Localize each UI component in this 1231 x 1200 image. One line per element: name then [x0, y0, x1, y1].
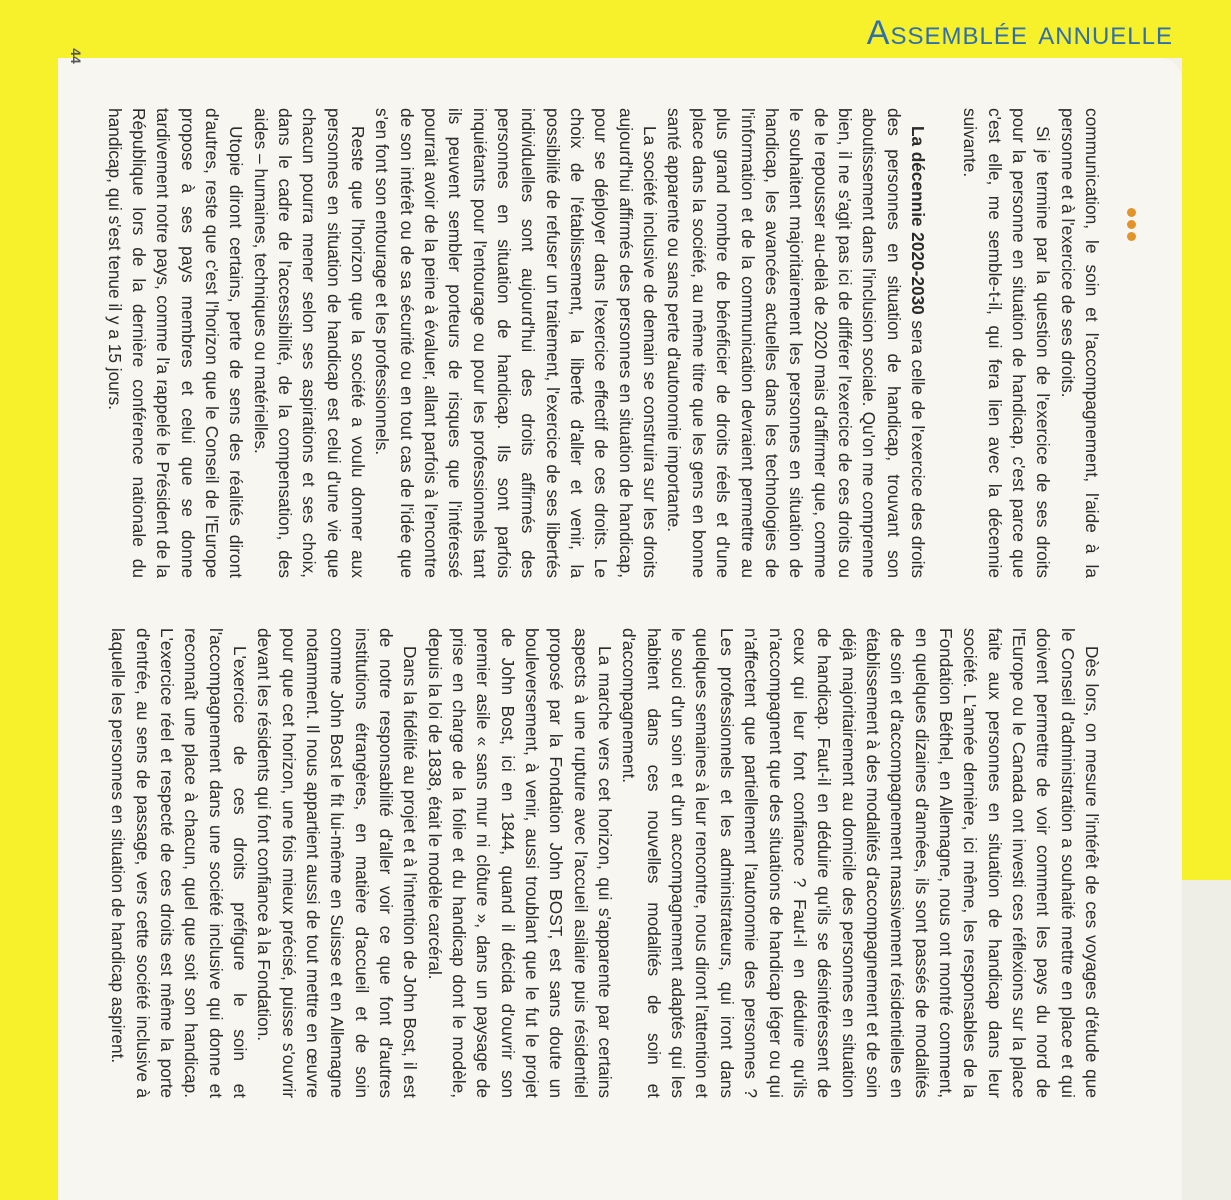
- paragraph: Reste que l'horizon que la société a voulu donner aux personnes en situation de handicap est celui d'une vie que chacun pourra mener selon ses aspirations et ses choix, dans le cadre de l'accessibilité, de la compensation, des aides – humaines, techniques ou matérielles.: [250, 108, 369, 578]
- right-margin-lower: [1182, 880, 1231, 1200]
- section-title: Assemblée annuelle: [866, 14, 1173, 52]
- paragraph-decade: [662, 108, 930, 578]
- decade-text: sera celle de l'exercice des droits des personnes en situation de handicap, trouvant son aboutissement dans l'inclusion sociale. Qu'on me comprenne bien, il ne s'agit pas ici de différer l'exercice de ces droits ou de le repousser au-delà de 2020 mais d'affirmer que, comme le souhaitent majoritairement les personnes en situation de handicap, les avancées actuelles dans les technologies de l'information et de la communication devraient permettre au plus grand nombre de bénéficier de droits réels et d'une place dans la société, au même titre que les gens en bonne santé apparente ou sans perte d'autonomie importante.: [664, 108, 928, 578]
- paragraph: L'exercice de ces droits préfigure le soin et l'accompagnement dans une société inclusive qui donne et reconnaît une place à chacun, quel que soit son handicap. L'exercice réel et respecté de ces droits est même la porte d'entrée, au sens de passage, vers cette société inclusive à laquelle les personnes en situation de handicap aspirent.: [108, 628, 250, 1098]
- paragraph: La marche vers cet horizon, qui s'apparente par certains aspects à une rupture avec l'accueil asilaire puis résidentiel proposé par la Fondation John BOST, est sans doute un bouleversement, à venir, aussi troublant que le fut le projet de John Bost, ici en 1844, quand il décida d'ouvrir son premier asile « sans mur ni clôture », dans un paysage de prise en charge de la folie et du handicap dont le modèle, depuis la loi de 1838, était le modèle carcéral.: [424, 628, 616, 1098]
- decade-heading: La décennie 2020-2030: [907, 126, 928, 315]
- article-column-left: [80, 108, 1104, 578]
- paragraph: Dans la fidélité au projet et à l'intention de John Bost, il est de notre responsabilité d'aller voir ce que font d'autres institutions étrangères, en matière d'accueil et de soin comme John Bost le fit lui-même en Suisse et en Allemagne notamment. Il nous appartient aussi de tout mettre en œuvre pour que cet horizon, une fois mieux précisé, puisse s'ouvrir devant les résidents qui font confiance à la Fondation.: [254, 628, 421, 1098]
- left-margin-band: [0, 0, 58, 1200]
- article-body: [80, 108, 1104, 1116]
- paragraph: Si je termine par la question de l'exercice de ses droits pour la personne en situation de handicap, c'est parce que c'est elle, me semble-t-il, qui fera lien avec la décennie suivante.: [960, 108, 1054, 578]
- paragraph: Dès lors, on mesure l'intérêt de ces voyages d'étude que le Conseil d'administration a souhaité mettre en place et qui doivent permettre de voir comment les pays du nord de l'Europe ou le Canada ont investi ces réflexions sur la place faite aux personnes en situation de handicap dans leur société. L'année dernière, ici même, les responsables de la Fondation Béthel, en Allemagne, nous ont montré comment, en quelques dizaines d'années, ils sont passés de modalités de soin et d'accompagnement massivement résidentielles en établissement à des modalités d'accompagnement et de soin déjà majoritairement au domicile des personnes en situation de handicap. Faut-il en déduire qu'ils se désintéressent de ceux qui leur font confiance ? Faut-il en déduire qu'ils n'accompagnent que des situations de handicap léger ou qui n'affectent que partiellement l'autonomie des personnes ? Les professionnels et les administrateurs, qui iront dans quelques semaines à leur rencontre, nous diront l'attention et le souci d'un soin et d'un accompagnement adaptés qui les habitent dans ces nouvelles modalités de soin et d'accompagnement.: [619, 628, 1102, 1098]
- paragraph: La société inclusive de demain se construira sur les droits aujourd'hui affirmés des personnes en situation de handicap, pour se déployer dans l'exercice effectif de ces droits. Le choix de l'établissement, la liberté d'aller et venir, la possibilité de refuser un traitement, l'exercice de ses libertés individuelles sont aujourd'hui des droits affirmés des personnes en situation de handicap. Ils sont parfois inquiétants pour l'entourage ou pour les professionnels tant ils peuvent sembler porteurs de risques que l'intéressé pourrait avoir de la peine à évaluer, allant parfois à l'encontre de son intérêt ou de sa sécurité ou en tout cas de l'idée que s'en font son entourage et les professionnels.: [372, 108, 661, 578]
- article-column-right: [80, 628, 1104, 1098]
- bullet-dots-icon: [1125, 205, 1137, 245]
- page-number: 44: [68, 48, 84, 64]
- paragraph: Utopie diront certains, perte de sens des réalités diront d'autres, reste que c'est l'horizon que le Conseil de l'Europe propose à ses pays membres et celui que se donne tardivement notre pays, comme l'a rappelé le Président de la République lors de la dernière conférence nationale du handicap, qui s'est tenue il y a 15 jours.: [104, 108, 247, 578]
- paragraph: communication, le soin et l'accompagnement, l'aide à la personne et à l'exercice de ses droits.: [1057, 108, 1102, 578]
